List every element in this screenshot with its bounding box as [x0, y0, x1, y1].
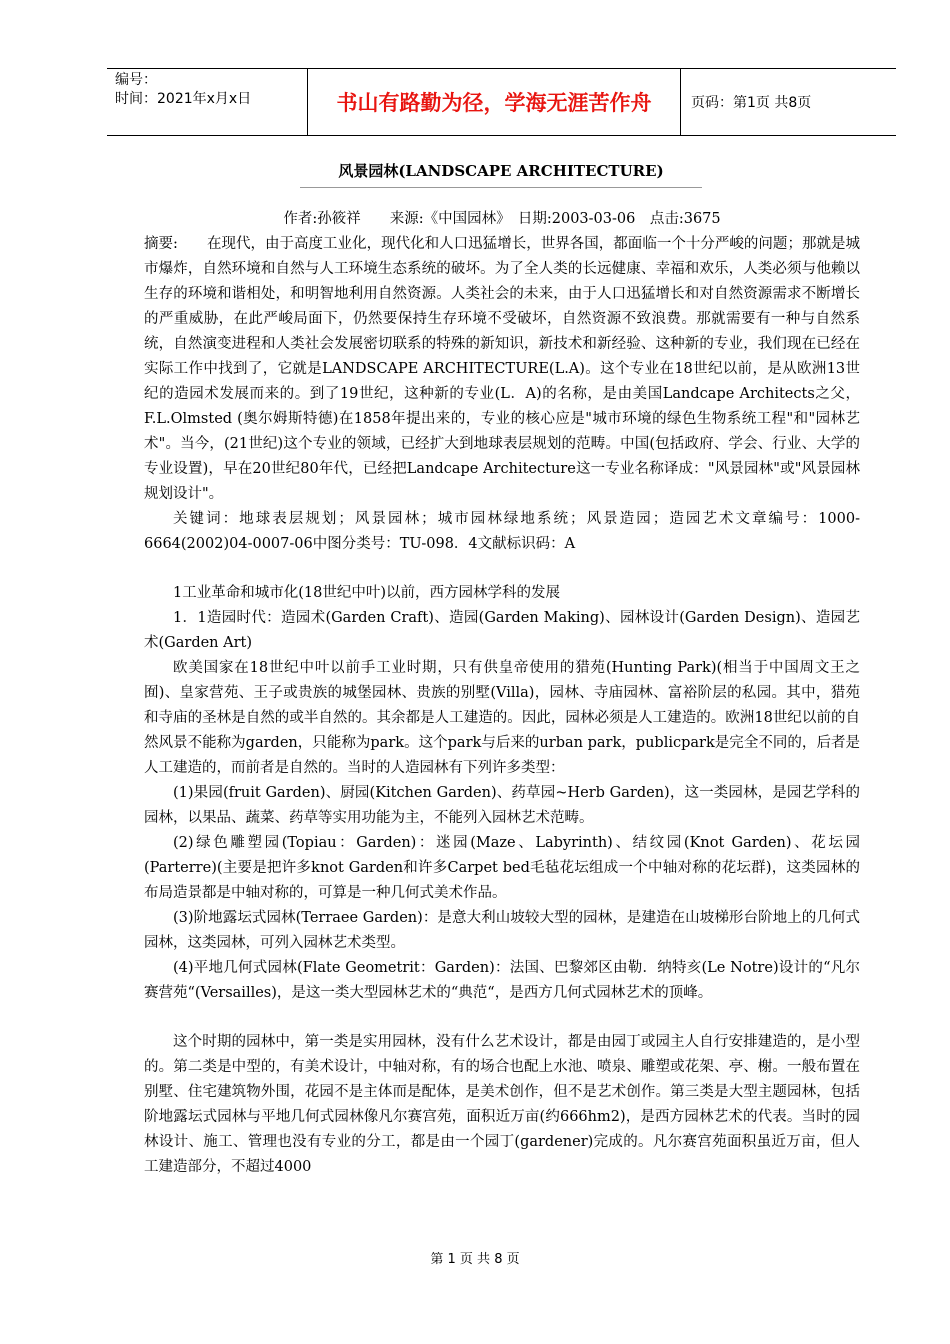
document-header [107, 68, 896, 136]
header-slogan: 书山有路勤为径，学海无涯苦作舟 [308, 69, 681, 135]
body-paragraph-1: 欧美国家在18世纪中叶以前手工业时期，只有供皇帝使用的猎苑(Hunting Park)(相当于中国周文王之囿)、皇家营苑、王子或贵族的城堡园林、贵族的别墅(Villa)，园林、寺庙园林、富裕阶层的私园。其中，猎苑和寺庙的圣林是自然的或半自然的。其余都是人工建造的。因此，园林必须是人工建造的。欧洲18世纪以前的自然风景不能称为garden，只能称为park。这个park与后来的urban park，publicpark是完全不同的，后者是人工建造的，而前者是自然的。当时的人造园林有下列许多类型： [144, 660, 860, 776]
list-item-4: (4)平地几何式园林(Flate Geometrit：Garden)：法国、巴黎郊区由勒．纳特亥(Le Notre)设计的“凡尔赛营苑“(Versailles)，是这一类大型园林艺术的“典范“，是西方几何式园林艺术的顶峰。 [144, 960, 860, 1001]
section-1-heading: 1工业革命和城市化(18世纪中叶)以前，西方园林学科的发展 [173, 585, 560, 601]
document-body [144, 207, 860, 1180]
list-item-3: (3)阶地露坛式园林(Terraee Garden)：是意大利山坡较大型的园林，是建造在山坡梯形台阶地上的几何式园林，这类园林，可列入园林艺术类型。 [144, 910, 860, 951]
page-footer: 第 1 页 共 8 页 [430, 1252, 520, 1267]
spacer [144, 1006, 860, 1030]
section-1-1-heading: 1．1造园时代：造园术(Garden Craft)、造园(Garden Making)、园林设计(Garden Design)、造园艺术(Garden Art) [144, 610, 860, 651]
body-paragraph-2: 这个时期的园林中，第一类是实用园林，没有什么艺术设计，都是由园丁或园主人自行安排建造的，是小型的。第二类是中型的，有美术设计，中轴对称，有的场合也配上水池、喷泉、雕塑或花架、亭、榭。一般布置在别墅、住宅建筑物外围，花园不是主体而是配体，是美术创作，但不是艺术创作。第三类是大型主题园林，包括阶地露坛式园林与平地几何式园林像凡尔赛宫苑，面积近万亩(约666hm2)，是西方园林艺术的代表。当时的园林设计、施工、管理也没有专业的分工，都是由一个园丁(gardener)完成的。凡尔赛宫苑面积虽近万亩，但人工建造部分，不超过4000 [144, 1034, 860, 1175]
document-title: 风景园林(LANDSCAPE ARCHITECTURE) [300, 160, 702, 188]
keywords-paragraph: 关键词：地球表层规划；风景园林；城市园林绿地系统；风景造园；造园艺术文章编号：1000-6664(2002)04-0007-06中图分类号：TU-098．4文献标识码：A [144, 511, 860, 552]
abstract-paragraph: 摘要: 在现代，由于高度工业化，现代化和人口迅猛增长，世界各国，都面临一个十分严峻的问题；那就是城市爆炸，自然环境和自然与人工环境生态系统的破坏。为了全人类的长远健康、幸福和欢乐，人类必须与他赖以生存的环境和谐相处，和明智地利用自然资源。人类社会的未来，由于人口迅猛增长和对自然资源需求不断增长的严重威胁，在此严峻局面下，仍然要保持生存环境不受破坏，自然资源不致浪费。那就需要有一种与自然系统，自然演变进程和人类社会发展密切联系的特殊的新知识，新技术和新经验、这种新的专业，我们现在已经在实际工作中找到了，它就是LANDSCAPE ARCHITECTURE(L.A)。这个专业在18世纪以前，是从欧洲13世纪的造园术发展而来的。到了19世纪，这种新的专业(L．A)的名称，是由美国Landcape Architects之父，F.L.Olmsted (奥尔姆斯特德)在1858年提出来的，专业的核心应是"城市环境的绿色生物系统工程"和"园林艺术"。当今，(21世纪)这个专业的领域，已经扩大到地球表层规划的范畴。中国(包括政府、学会、行业、大学的专业设置)，早在20世纪80年代，已经把Landcape Architecture这一专业名称译成："风景园林"或"风景园林规划设计"。 [144, 236, 860, 502]
list-item-2: (2)绿色雕塑园(Topiau：Garden)：迷园(Maze、Labyrinth)、结纹园(Knot Garden)、花坛园(Parterre)(主要是把许多knot Garden和许多Carpet bed毛毡花坛组成一个中轴对称的花坛群)，这类园林的布局造景都是中轴对称的，可算是一种几何式美术作品。 [144, 835, 860, 901]
list-item-1: (1)果园(fruit Garden)、厨园(Kitchen Garden)、药草园~Herb Garden)，这一类园林，是园艺学科的园林，以果品、蔬菜、药草等实用功能为主，不能列入园林艺术范畴。 [144, 785, 860, 826]
article-meta: 作者:孙筱祥 来源:《中国园林》 日期:2003-03-06 点击:3675 [283, 211, 721, 227]
header-info-cell [107, 69, 308, 135]
spacer [144, 557, 860, 581]
header-date-label: 时间：2021年x月x日 [115, 91, 252, 107]
header-page-info: 页码：第1页 共8页 [691, 95, 812, 111]
header-number-label: 编号： [115, 72, 157, 88]
